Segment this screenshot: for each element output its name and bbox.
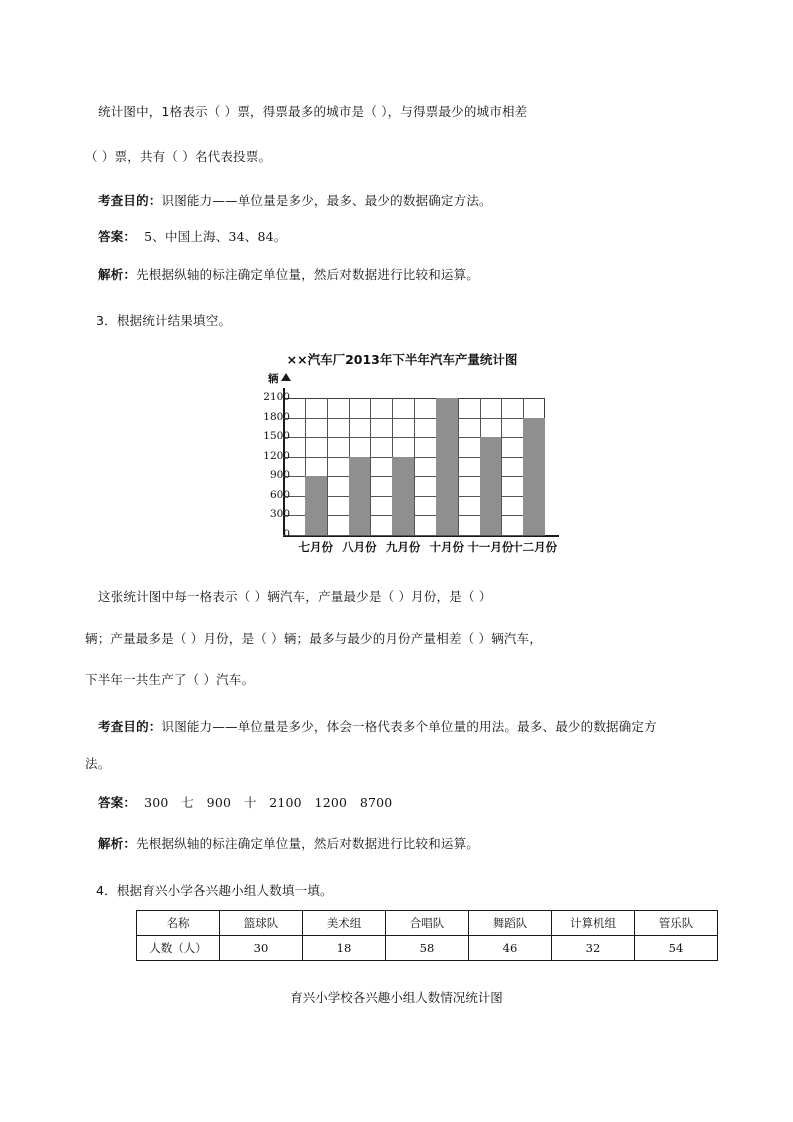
- chart-y-tick-label: 900: [269, 469, 290, 482]
- chart-y-tick-label: 1200: [263, 449, 290, 462]
- table-header-col-3: 舞蹈队: [469, 911, 552, 936]
- table-header-col-5: 管乐队: [635, 911, 718, 936]
- chart-x-tick-label: 十一月份: [467, 540, 514, 554]
- q3-purpose-text-continued: 法。: [85, 756, 111, 771]
- chart-y-tick-label: 300: [269, 508, 290, 521]
- table-header-col-1: 美术组: [303, 911, 386, 936]
- q3-heading: 3．根据统计结果填空。: [96, 313, 232, 328]
- chart-gridline-vertical: [414, 398, 415, 535]
- table-cell-value-1: 18: [303, 936, 386, 961]
- chart-bar: [523, 418, 545, 535]
- q2-answer-row: [98, 228, 286, 246]
- table-header-col-0: 篮球队: [220, 911, 303, 936]
- q3-fill-line-2: 辆；产量最多是（ ）月份，是（ ）辆；最多与最少的月份产量相差（ ）辆汽车，: [85, 631, 543, 646]
- table-row-header: [137, 911, 718, 936]
- q2-answer-label: 答案：: [98, 229, 137, 244]
- chart-x-tick-label: 七月份: [298, 540, 333, 554]
- y-axis-arrow-icon: [281, 373, 291, 381]
- table-cell-value-5: 54: [635, 936, 718, 961]
- q3-fill-line-3: 下半年一共生产了（ ）汽车。: [85, 672, 255, 687]
- chart-gridline-vertical: [501, 398, 502, 535]
- table-cell-value-0: 30: [220, 936, 303, 961]
- chart-bar: [436, 398, 458, 535]
- chart-x-tick-label: 九月份: [385, 540, 421, 554]
- q2-answer-text: 5、中国上海、34、84。: [144, 229, 287, 244]
- q2-purpose-label: 考查目的：: [98, 193, 162, 208]
- q2-analysis-text: 先根据纵轴的标注确定单位量，然后对数据进行比较和运算。: [136, 267, 480, 282]
- chart-gridline-vertical: [327, 398, 328, 535]
- q2-analysis-label: 解析：: [98, 267, 137, 282]
- q3-analysis-text: 先根据纵轴的标注确定单位量，然后对数据进行比较和运算。: [136, 836, 480, 851]
- q3-answer-text: 300 七 900 十 2100 1200 8700: [144, 795, 393, 810]
- q2-fill-line-2: （ ）票，共有（ ）名代表投票。: [85, 149, 272, 164]
- chart-y-tick-label: 2100: [263, 391, 290, 403]
- chart-y-tick-label: 1500: [263, 430, 290, 443]
- q3-purpose-text: 识图能力——单位量是多少，体会一格代表多个单位量的用法。最多、最少的数据确定方: [161, 719, 657, 734]
- q3-purpose-row: [98, 718, 657, 736]
- table-row-label-name: 名称: [137, 911, 220, 936]
- chart-y-tick-label: 600: [269, 488, 290, 501]
- table-cell-value-4: 32: [552, 936, 635, 961]
- table-header-col-2: 合唱队: [386, 911, 469, 936]
- chart-x-tick-label: 八月份: [342, 540, 377, 554]
- chart-gridline-vertical: [458, 398, 459, 535]
- q3-fill-line-1: 这张统计图中每一格表示（ ）辆汽车，产量最少是（ ）月份，是（ ）: [98, 589, 492, 604]
- chart-y-axis-unit-label: 辆: [268, 373, 279, 385]
- q3-analysis-label: 解析：: [98, 836, 137, 851]
- car-production-bar-chart: [232, 350, 572, 562]
- chart-gridline-horizontal: [283, 535, 545, 536]
- chart-gridline-vertical: [370, 398, 371, 535]
- interest-groups-table: [136, 910, 718, 961]
- q2-analysis-row: [98, 266, 479, 284]
- q3-purpose-label: 考查目的：: [98, 719, 162, 734]
- table-row-label-count: 人数（人）: [137, 936, 220, 961]
- q2-fill-line-1: 统计图中，1格表示（ ）票，得票最多的城市是（ ），与得票最少的城市相差: [98, 104, 528, 119]
- chart-bar: [305, 476, 327, 535]
- table-cell-value-2: 58: [386, 936, 469, 961]
- chart-plot-wrapper: [263, 391, 558, 554]
- table-header-col-4: 计算机组: [552, 911, 635, 936]
- table-row-values: [137, 936, 718, 961]
- chart-y-tick-label: 0: [283, 528, 290, 540]
- q2-purpose-text: 识图能力——单位量是多少，最多、最少的数据确定方法。: [161, 193, 492, 208]
- chart-bar: [480, 437, 502, 535]
- chart-x-tick-label: 十月份: [429, 540, 464, 554]
- q4-heading: 4．根据育兴小学各兴趣小组人数填一填。: [96, 883, 333, 898]
- q3-analysis-row: [98, 835, 479, 853]
- chart-bar: [349, 457, 371, 535]
- chart-x-tick-label: 十二月份: [511, 540, 558, 554]
- chart-bar: [392, 457, 414, 535]
- interest-table-caption: 育兴小学校各兴趣小组人数情况统计图: [290, 990, 503, 1005]
- chart-title: ××汽车厂2013年下半年汽车产量统计图: [286, 352, 518, 367]
- q3-answer-label: 答案：: [98, 795, 137, 810]
- table-cell-value-3: 46: [469, 936, 552, 961]
- chart-y-tick-label: 1800: [263, 410, 290, 423]
- q2-purpose-row: [98, 192, 492, 210]
- q3-answer-row: [98, 794, 392, 812]
